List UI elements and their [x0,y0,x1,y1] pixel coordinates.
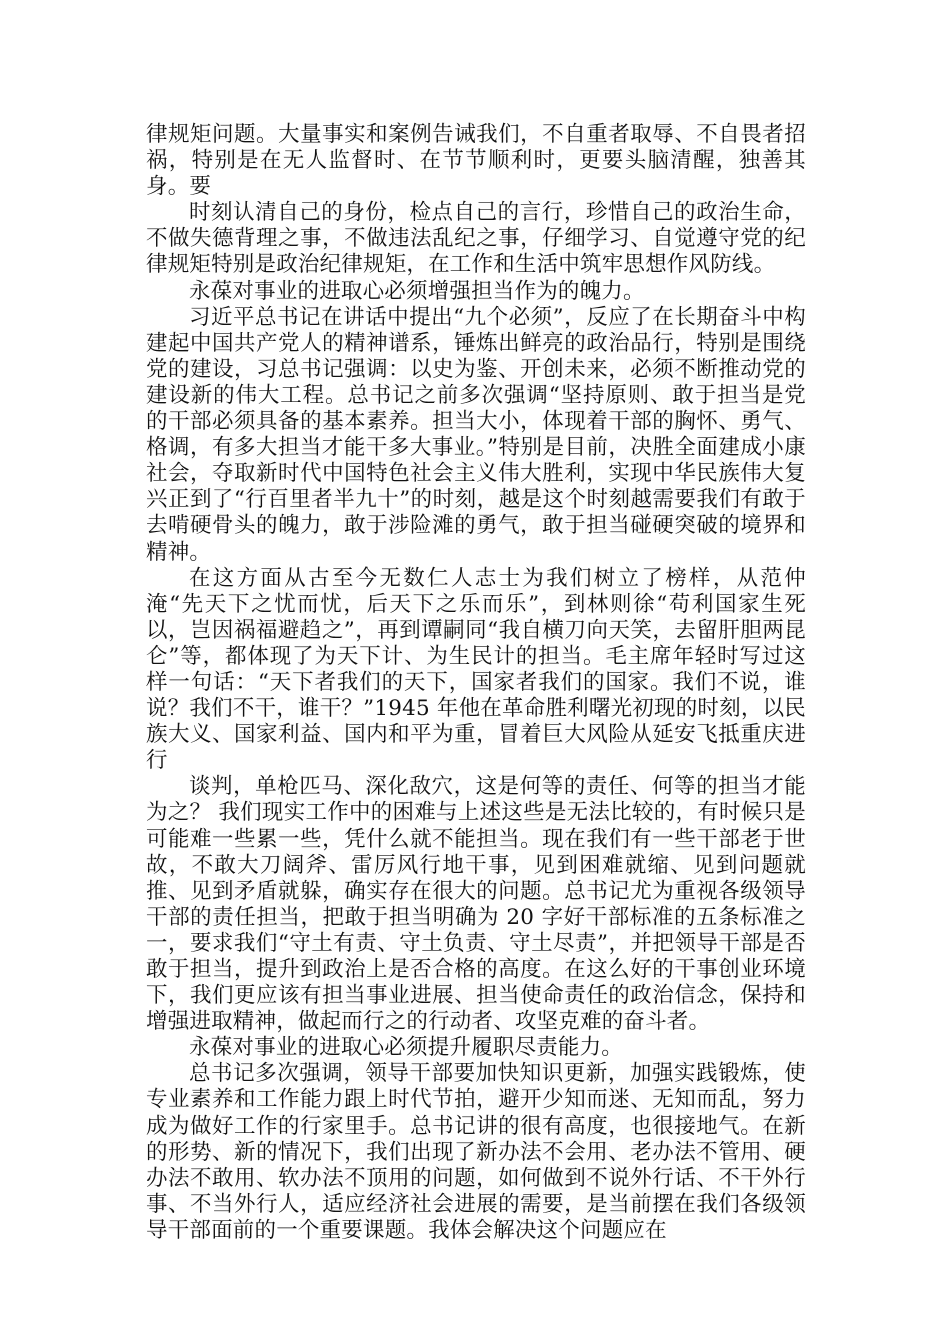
paragraph-2: 时刻认清自己的身份，检点自己的言行，珍惜自己的政治生命，不做失德背理之事，不做违法乱纪之事，仔细学习、自觉遵守党的纪律规矩特别是政治纪律规矩，在工作和生活中筑牢思想作风防线。 [146,200,806,278]
document-page [146,122,806,1244]
section-heading-1: 永葆对事业的进取心必须增强担当作为的魄力。 [189,278,645,304]
section-heading-2: 永葆对事业的进取心必须提升履职尽责能力。 [189,1035,624,1061]
paragraph-6: 总书记多次强调，领导干部要加快知识更新，加强实践锻炼，使专业素养和工作能力跟上时代节拍，避开少知而迷、无知而乱，努力成为做好工作的行家里手。总书记讲的很有高度，也很接地气。在新的形势、新的情况下，我们出现了新办法不会用、老办法不管用、硬办法不敢用、软办法不顶用的问题，如何做到不说外行话、不干外行事、不当外行人，适应经济社会进展的需要，是当前摆在我们各级领导干部面前的一个重要课题。我体会解决这个问题应在 [146,1061,806,1243]
paragraph-3: 习近平总书记在讲话中提出“九个必须”，反应了在长期奋斗中构建起中国共产党人的精神谱系，锤炼出鲜亮的政治品行，特别是围绕党的建设，习总书记强调：以史为鉴、开创未来，必须不断推动党的建设新的伟大工程。总书记之前多次强调“坚持原则、敢于担当是党的干部必须具备的基本素养。担当大小，体现着干部的胸怀、勇气、格调，有多大担当才能干多大事业。”特别是目前，决胜全面建成小康社会，夺取新时代中国特色社会主义伟大胜利，实现中华民族伟大复兴正到了“行百里者半九十”的时刻，越是这个时刻越需要我们有敢于去啃硬骨头的魄力，敢于涉险滩的勇气，敢于担当碰硬突破的境界和精神。 [146,304,806,565]
paragraph-4: 在这方面从古至今无数仁人志士为我们树立了榜样，从范仲淹“先天下之忧而忧，后天下之乐而乐”，到林则徐“苟利国家生死以，岂因祸福避趋之”，再到谭嗣同“我自横刀向天笑，去留肝胆两昆仑”等，都体现了为天下计、为生民计的担当。毛主席年轻时写过这样一句话：“天下者我们的天下，国家者我们的国家。我们不说，谁说？我们不干，谁干？”1945 年他在革命胜利曙光初现的时刻，以民族大义、国家利益、国内和平为重，冒着巨大风险从延安飞抵重庆进行 [146,565,806,774]
paragraph-5: 谈判，单枪匹马、深化敌穴，这是何等的责任、何等的担当才能为之？ 我们现实工作中的困难与上述这些是无法比较的，有时候只是可能难一些累一些，凭什么就不能担当。现在我们有一些干部老于世故，不敢大刀阔斧、雷厉风行地干事，见到困难就缩、见到问题就推、见到矛盾就躲，确实存在很大的问题。总书记尤为重视各级领导干部的责任担当，把敢于担当明确为 20 字好干部标准的五条标准之一，要求我们“守土有责、守土负责、守土尽责”，并把领导干部是否敢于担当，提升到政治上是否合格的高度。在这么好的干事创业环境下，我们更应该有担当事业进展、担当使命责任的政治信念，保持和增强进取精神，做起而行之的行动者、攻坚克难的奋斗者。 [146,774,806,1035]
paragraph-1: 律规矩问题。大量事实和案例告诫我们，不自重者取辱、不自畏者招祸，特别是在无人监督时、在节节顺利时，更要头脑清醒，独善其身。要 [146,122,806,200]
